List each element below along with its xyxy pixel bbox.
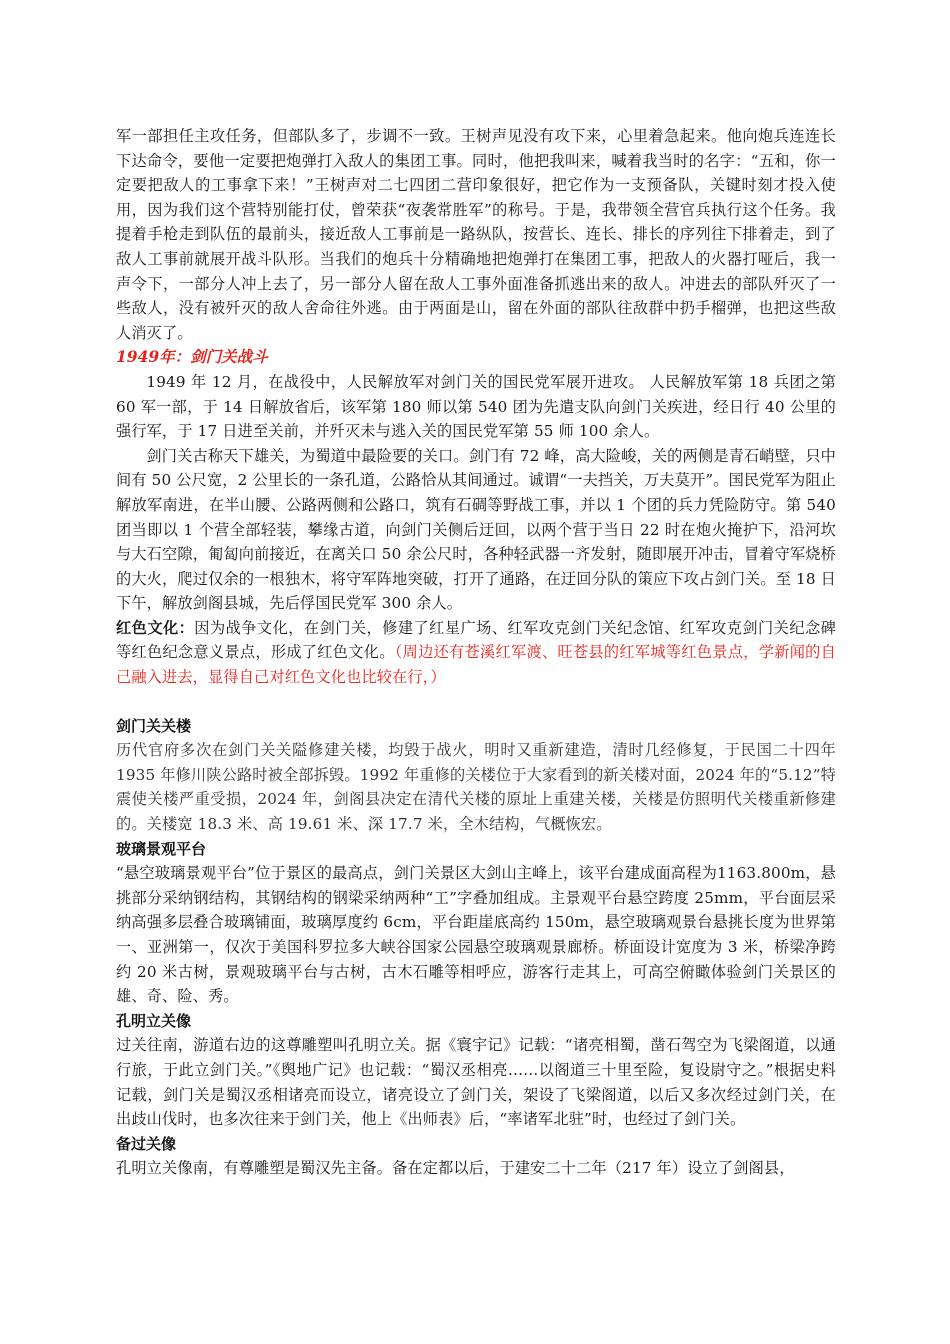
red-culture-label: 红色文化：	[116, 618, 195, 637]
section-text-glass-platform: “悬空玻璃景观平台”位于景区的最高点，剑门关景区大剑山主峰上，该平台建成面高程为1163.800m，悬挑部分采纳钢结构，其钢结构的钢梁采纳两种“工”字叠加组成。主景观平台悬空跨度 25mm，平台面层采纳高强多层叠合玻璃铺面，玻璃厚度约 6cm，平台距崖底高约 150m，悬空玻璃观景台悬挑长度为世界第一、亚洲第一，仅次于美国科罗拉多大峡谷国家公园悬空玻璃观景廊桥。桥面设计宽度为 3 米，桥梁净跨约 20 米古树，景观玻璃平台与古树，古木石雕等相呼应，游客行走其上，可高空俯瞰体验剑门关景区的雄、奇、险、秀。	[116, 864, 836, 1006]
battle-heading: 1949年：剑门关战斗	[116, 347, 268, 367]
red-culture-note: （周边还有苍溪红军渡、旺苍县的红军城等红色景点，学新闻的自己融入进去，显得自己对红色文化也比较在行，）	[116, 643, 837, 687]
red-culture-text: 因为战争文化，在剑门关，修建了红星广场、红军攻克剑门关纪念馆、红军攻克剑门关纪念碑等红色纪念意义景点，形成了红色文化。	[116, 618, 836, 662]
section-text-kongming: 过关往南，游道右边的这尊雕塑叫孔明立关。据《寰宇记》记载：“诸亮相蜀，凿石驾空为飞梁阁道，以通行旅，于此立剑门关。”《舆地广记》也记载：“蜀汉丞相亮……以阁道三十里至险，复设尉守之。”根据史料记载，剑门关是蜀汉丞相诸亮而设立，诸亮设立了剑门关，架设了飞梁阁道，以后又多次经过剑门关，在出歧山伐时，也多次往来于剑门关，他上《出师表》后，“率诸军北驻”时，也经过了剑门关。	[116, 1036, 836, 1129]
battle-paragraph-2: 剑门关古称天下雄关，为蜀道中最险要的关口。剑门有 72 峰，高大险峻，关的两侧是青石峭壁，只中间有 50 公尺宽，2 公里长的一条孔道，公路恰从其间通过。诚谓“一夫挡关，万夫莫开”。国民党军为阻止解放军南进，在半山腰、公路两侧和公路口，筑有石碉等野战工事，并以 1 个团的兵力凭险防守。第 540 团当即以 1 个营全部轻装，攀缘古道，向剑门关侧后迂回，以两个营于当日 22 时在炮火掩护下，沿河坎与大石空隙，匍匐向前接近，在离关口 50 余公尺时，各种轻武器一齐发射，随即展开冲击，冒着守军烧桥的大火，爬过仅余的一根独木，将守军阵地突破，打开了通路，在迂回分队的策应下攻占剑门关。至 18 日下午，解放剑阁县城，先后俘国民党军 300 余人。	[116, 446, 836, 613]
spacer	[116, 690, 836, 714]
red-culture-paragraph	[116, 616, 836, 690]
section-heading-guanlou: 剑门关关楼	[116, 716, 192, 735]
section-heading-glass-platform: 玻璃景观平台	[116, 839, 207, 858]
battle-paragraph-1: 1949 年 12 月，在战役中，人民解放军对剑门关的国民党军展开进攻。 人民解放军第 18 兵团之第 60 军一部，于 14 日解放省后，该军第 180 师以第 540 团为先遣支队向剑门关疾进，经日行 40 公里的强行军，于 17 日进至关前，并歼灭未与逃入关的国民党军第 55 师 100 余人。	[116, 372, 836, 441]
section-text-guanlou: 历代官府多次在剑门关关隘修建关楼，均毁于战火，明时又重新建造，清时几经修复，于民国二十四年 1935 年修川陕公路时被全部拆毁。1992 年重修的关楼位于大家看到的新关楼对面，2024 年的“5.12”特震使关楼严重受损，2024 年，剑阁县决定在清代关楼的原址上重建关楼，关楼是仿照明代关楼重新修建的。关楼宽 18.3 米、高 19.61 米、深 17.7 米，全木结构，气概恢宏。	[116, 741, 836, 834]
intro-paragraph: 军一部担任主攻任务，但部队多了，步调不一致。王树声见没有攻下来，心里着急起来。他向炮兵连连长下达命令，要他一定要把炮弹打入敌人的集团工事。同时，他把我叫来，喊着我当时的名字：“五和，你一定要把敌人的工事拿下来！”王树声对二七四团二营印象很好，把它作为一支预备队，关键时刻才投入使用，因为我们这个营特别能打仗，曾荣获“夜袭常胜军”的称号。于是，我带领全营官兵执行这个任务。我提着手枪走到队伍的最前头，接近敌人工事前是一路纵队，按营长、连长、排长的序列往下排着走，到了敌人工事前就展开战斗队形。当我们的炮兵十分精确地把炮弹打在集团工事，把敌人的火器打哑后，我一声令下，一部分人冲上去了，另一部分人留在敌人工事外面准备抓逃出来的敌人。冲进去的部队歼灭了一些敌人，没有被歼灭的敌人舍命往外逃。由于两面是山，留在外面的部队往敌群中扔手榴弹，也把这些敌人消灭了。	[116, 127, 836, 342]
section-text-bei: 孔明立关像南，有尊雕塑是蜀汉先主备。备在定都以后，于建安二十二年（217 年）设立了剑阁县，	[116, 1159, 795, 1178]
document-page	[116, 124, 836, 1181]
section-heading-bei: 备过关像	[116, 1134, 177, 1153]
section-heading-kongming: 孔明立关像	[116, 1011, 192, 1030]
